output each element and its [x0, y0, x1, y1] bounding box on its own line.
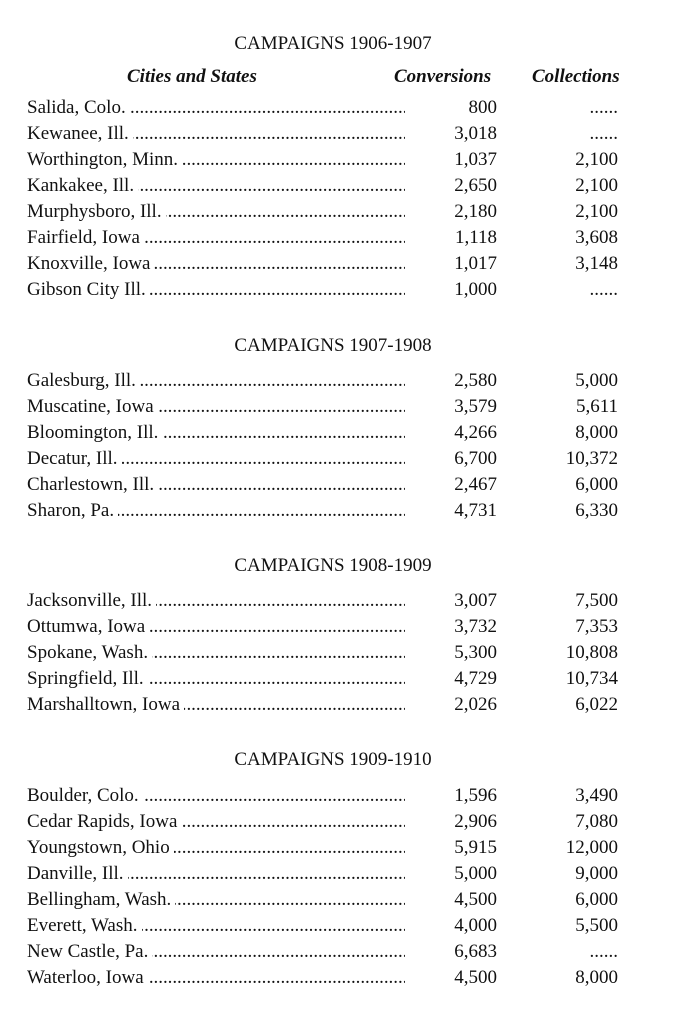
header-conversions: Conversions: [394, 66, 492, 87]
city-cell: [27, 368, 405, 394]
city-name: Charlestown, Ill.: [27, 474, 158, 495]
city-name: Kankakee, Ill.: [27, 175, 138, 196]
city-name: Marshalltown, Iowa: [27, 694, 184, 715]
table-row: [27, 835, 627, 861]
city-cell: [27, 225, 405, 251]
city-cell: [27, 783, 405, 809]
collections-cell: 6,000: [575, 889, 618, 910]
city-cell: [27, 614, 405, 640]
collections-cell: 10,734: [565, 668, 618, 689]
city-name: Fairfield, Iowa: [27, 227, 144, 248]
conversions-cell: 4,266: [454, 422, 497, 443]
conversions-cell: 5,300: [454, 642, 497, 663]
city-name: Waterloo, Iowa: [27, 967, 148, 988]
city-cell: [27, 666, 405, 692]
table-row: [27, 783, 627, 809]
conversions-cell: 6,700: [454, 448, 497, 469]
city-cell: [27, 640, 405, 666]
table-row: [27, 939, 627, 965]
header-collections: Collections: [532, 66, 620, 87]
city-name: Jacksonville, Ill.: [27, 590, 156, 611]
section-title: CAMPAIGNS 1908-1909: [234, 555, 432, 576]
conversions-cell: 1,017: [454, 253, 497, 274]
conversions-cell: 2,906: [454, 811, 497, 832]
collections-cell: 7,500: [575, 590, 618, 611]
city-cell: [27, 147, 405, 173]
table-row: [27, 225, 627, 251]
table-row: [27, 394, 627, 420]
section-rows: [27, 783, 627, 991]
conversions-cell: 2,650: [454, 175, 497, 196]
city-cell: [27, 887, 405, 913]
collections-cell: 7,353: [575, 616, 618, 637]
city-cell: [27, 965, 405, 991]
collections-cell: 5,611: [575, 396, 618, 417]
table-row: [27, 692, 627, 718]
conversions-cell: 1,596: [454, 785, 497, 806]
collections-cell: 8,000: [575, 967, 618, 988]
city-name: Galesburg, Ill.: [27, 370, 140, 391]
city-name: Sharon, Pa.: [27, 500, 118, 521]
collections-cell: ......: [589, 279, 618, 300]
city-cell: [27, 809, 405, 835]
section-title: CAMPAIGNS 1909-1910: [234, 749, 432, 770]
table-row: [27, 251, 627, 277]
conversions-cell: 1,118: [454, 227, 497, 248]
city-name: Everett, Wash.: [27, 915, 142, 936]
conversions-cell: 800: [468, 97, 497, 118]
conversions-cell: 3,018: [454, 123, 497, 144]
collections-cell: 5,000: [575, 370, 618, 391]
city-cell: [27, 95, 405, 121]
table-row: [27, 368, 627, 394]
city-name: New Castle, Pa.: [27, 941, 152, 962]
city-cell: [27, 588, 405, 614]
city-cell: [27, 394, 405, 420]
conversions-cell: 1,000: [454, 279, 497, 300]
table-row: [27, 446, 627, 472]
conversions-cell: 3,007: [454, 590, 497, 611]
section-rows: [27, 588, 627, 718]
collections-cell: 2,100: [575, 149, 618, 170]
collections-cell: 6,330: [575, 500, 618, 521]
table-row: [27, 147, 627, 173]
collections-cell: 10,372: [565, 448, 618, 469]
table-row: [27, 666, 627, 692]
section-title: CAMPAIGNS 1906-1907: [234, 33, 432, 54]
collections-cell: 2,100: [575, 201, 618, 222]
city-cell: [27, 472, 405, 498]
city-cell: [27, 199, 405, 225]
city-cell: [27, 692, 405, 718]
city-name: Springfield, Ill.: [27, 668, 148, 689]
conversions-cell: 4,731: [454, 500, 497, 521]
city-name: Gibson City Ill.: [27, 279, 150, 300]
conversions-cell: 2,580: [454, 370, 497, 391]
section-rows: [27, 95, 627, 303]
city-cell: [27, 939, 405, 965]
city-cell: [27, 420, 405, 446]
city-cell: [27, 498, 405, 524]
conversions-cell: 2,467: [454, 474, 497, 495]
section-title: CAMPAIGNS 1907-1908: [234, 335, 432, 356]
conversions-cell: 4,000: [454, 915, 497, 936]
header-cities: Cities and States: [127, 66, 257, 87]
collections-cell: 6,000: [575, 474, 618, 495]
collections-cell: ......: [589, 123, 618, 144]
city-cell: [27, 446, 405, 472]
city-cell: [27, 861, 405, 887]
collections-cell: 9,000: [575, 863, 618, 884]
city-cell: [27, 251, 405, 277]
table-row: [27, 809, 627, 835]
collections-cell: 6,022: [575, 694, 618, 715]
table-row: [27, 121, 627, 147]
conversions-cell: 2,026: [454, 694, 497, 715]
table-row: [27, 277, 627, 303]
conversions-cell: 4,500: [454, 889, 497, 910]
city-name: Murphysboro, Ill.: [27, 201, 166, 222]
collections-cell: 2,100: [575, 175, 618, 196]
table-row: [27, 640, 627, 666]
conversions-cell: 4,500: [454, 967, 497, 988]
table-row: [27, 173, 627, 199]
collections-cell: 10,808: [565, 642, 618, 663]
table-row: [27, 420, 627, 446]
city-cell: [27, 835, 405, 861]
city-name: Decatur, Ill.: [27, 448, 122, 469]
city-name: Salida, Colo.: [27, 97, 130, 118]
city-name: Bellingham, Wash.: [27, 889, 175, 910]
collections-cell: 5,500: [575, 915, 618, 936]
table-row: [27, 861, 627, 887]
city-name: Spokane, Wash.: [27, 642, 152, 663]
table-row: [27, 965, 627, 991]
table-row: [27, 472, 627, 498]
conversions-cell: 4,729: [454, 668, 497, 689]
collections-cell: 12,000: [565, 837, 618, 858]
collections-cell: 3,490: [575, 785, 618, 806]
city-name: Kewanee, Ill.: [27, 123, 133, 144]
table-row: [27, 913, 627, 939]
city-name: Youngstown, Ohio: [27, 837, 174, 858]
city-name: Muscatine, Iowa: [27, 396, 158, 417]
city-name: Cedar Rapids, Iowa: [27, 811, 181, 832]
city-cell: [27, 173, 405, 199]
collections-cell: 3,148: [575, 253, 618, 274]
table-row: [27, 887, 627, 913]
collections-cell: ......: [589, 941, 618, 962]
table-row: [27, 95, 627, 121]
city-name: Ottumwa, Iowa: [27, 616, 149, 637]
section-rows: [27, 368, 627, 524]
city-cell: [27, 277, 405, 303]
conversions-cell: 3,732: [454, 616, 497, 637]
city-name: Bloomington, Ill.: [27, 422, 162, 443]
city-cell: [27, 913, 405, 939]
city-name: Worthington, Minn.: [27, 149, 182, 170]
collections-cell: 7,080: [575, 811, 618, 832]
conversions-cell: 3,579: [454, 396, 497, 417]
table-row: [27, 614, 627, 640]
collections-cell: ......: [589, 97, 618, 118]
city-name: Danville, Ill.: [27, 863, 128, 884]
collections-cell: 8,000: [575, 422, 618, 443]
conversions-cell: 2,180: [454, 201, 497, 222]
table-row: [27, 498, 627, 524]
city-name: Boulder, Colo.: [27, 785, 143, 806]
conversions-cell: 6,683: [454, 941, 497, 962]
city-name: Knoxville, Iowa: [27, 253, 154, 274]
table-row: [27, 199, 627, 225]
collections-cell: 3,608: [575, 227, 618, 248]
conversions-cell: 5,915: [454, 837, 497, 858]
table-row: [27, 588, 627, 614]
conversions-cell: 1,037: [454, 149, 497, 170]
city-cell: [27, 121, 405, 147]
conversions-cell: 5,000: [454, 863, 497, 884]
